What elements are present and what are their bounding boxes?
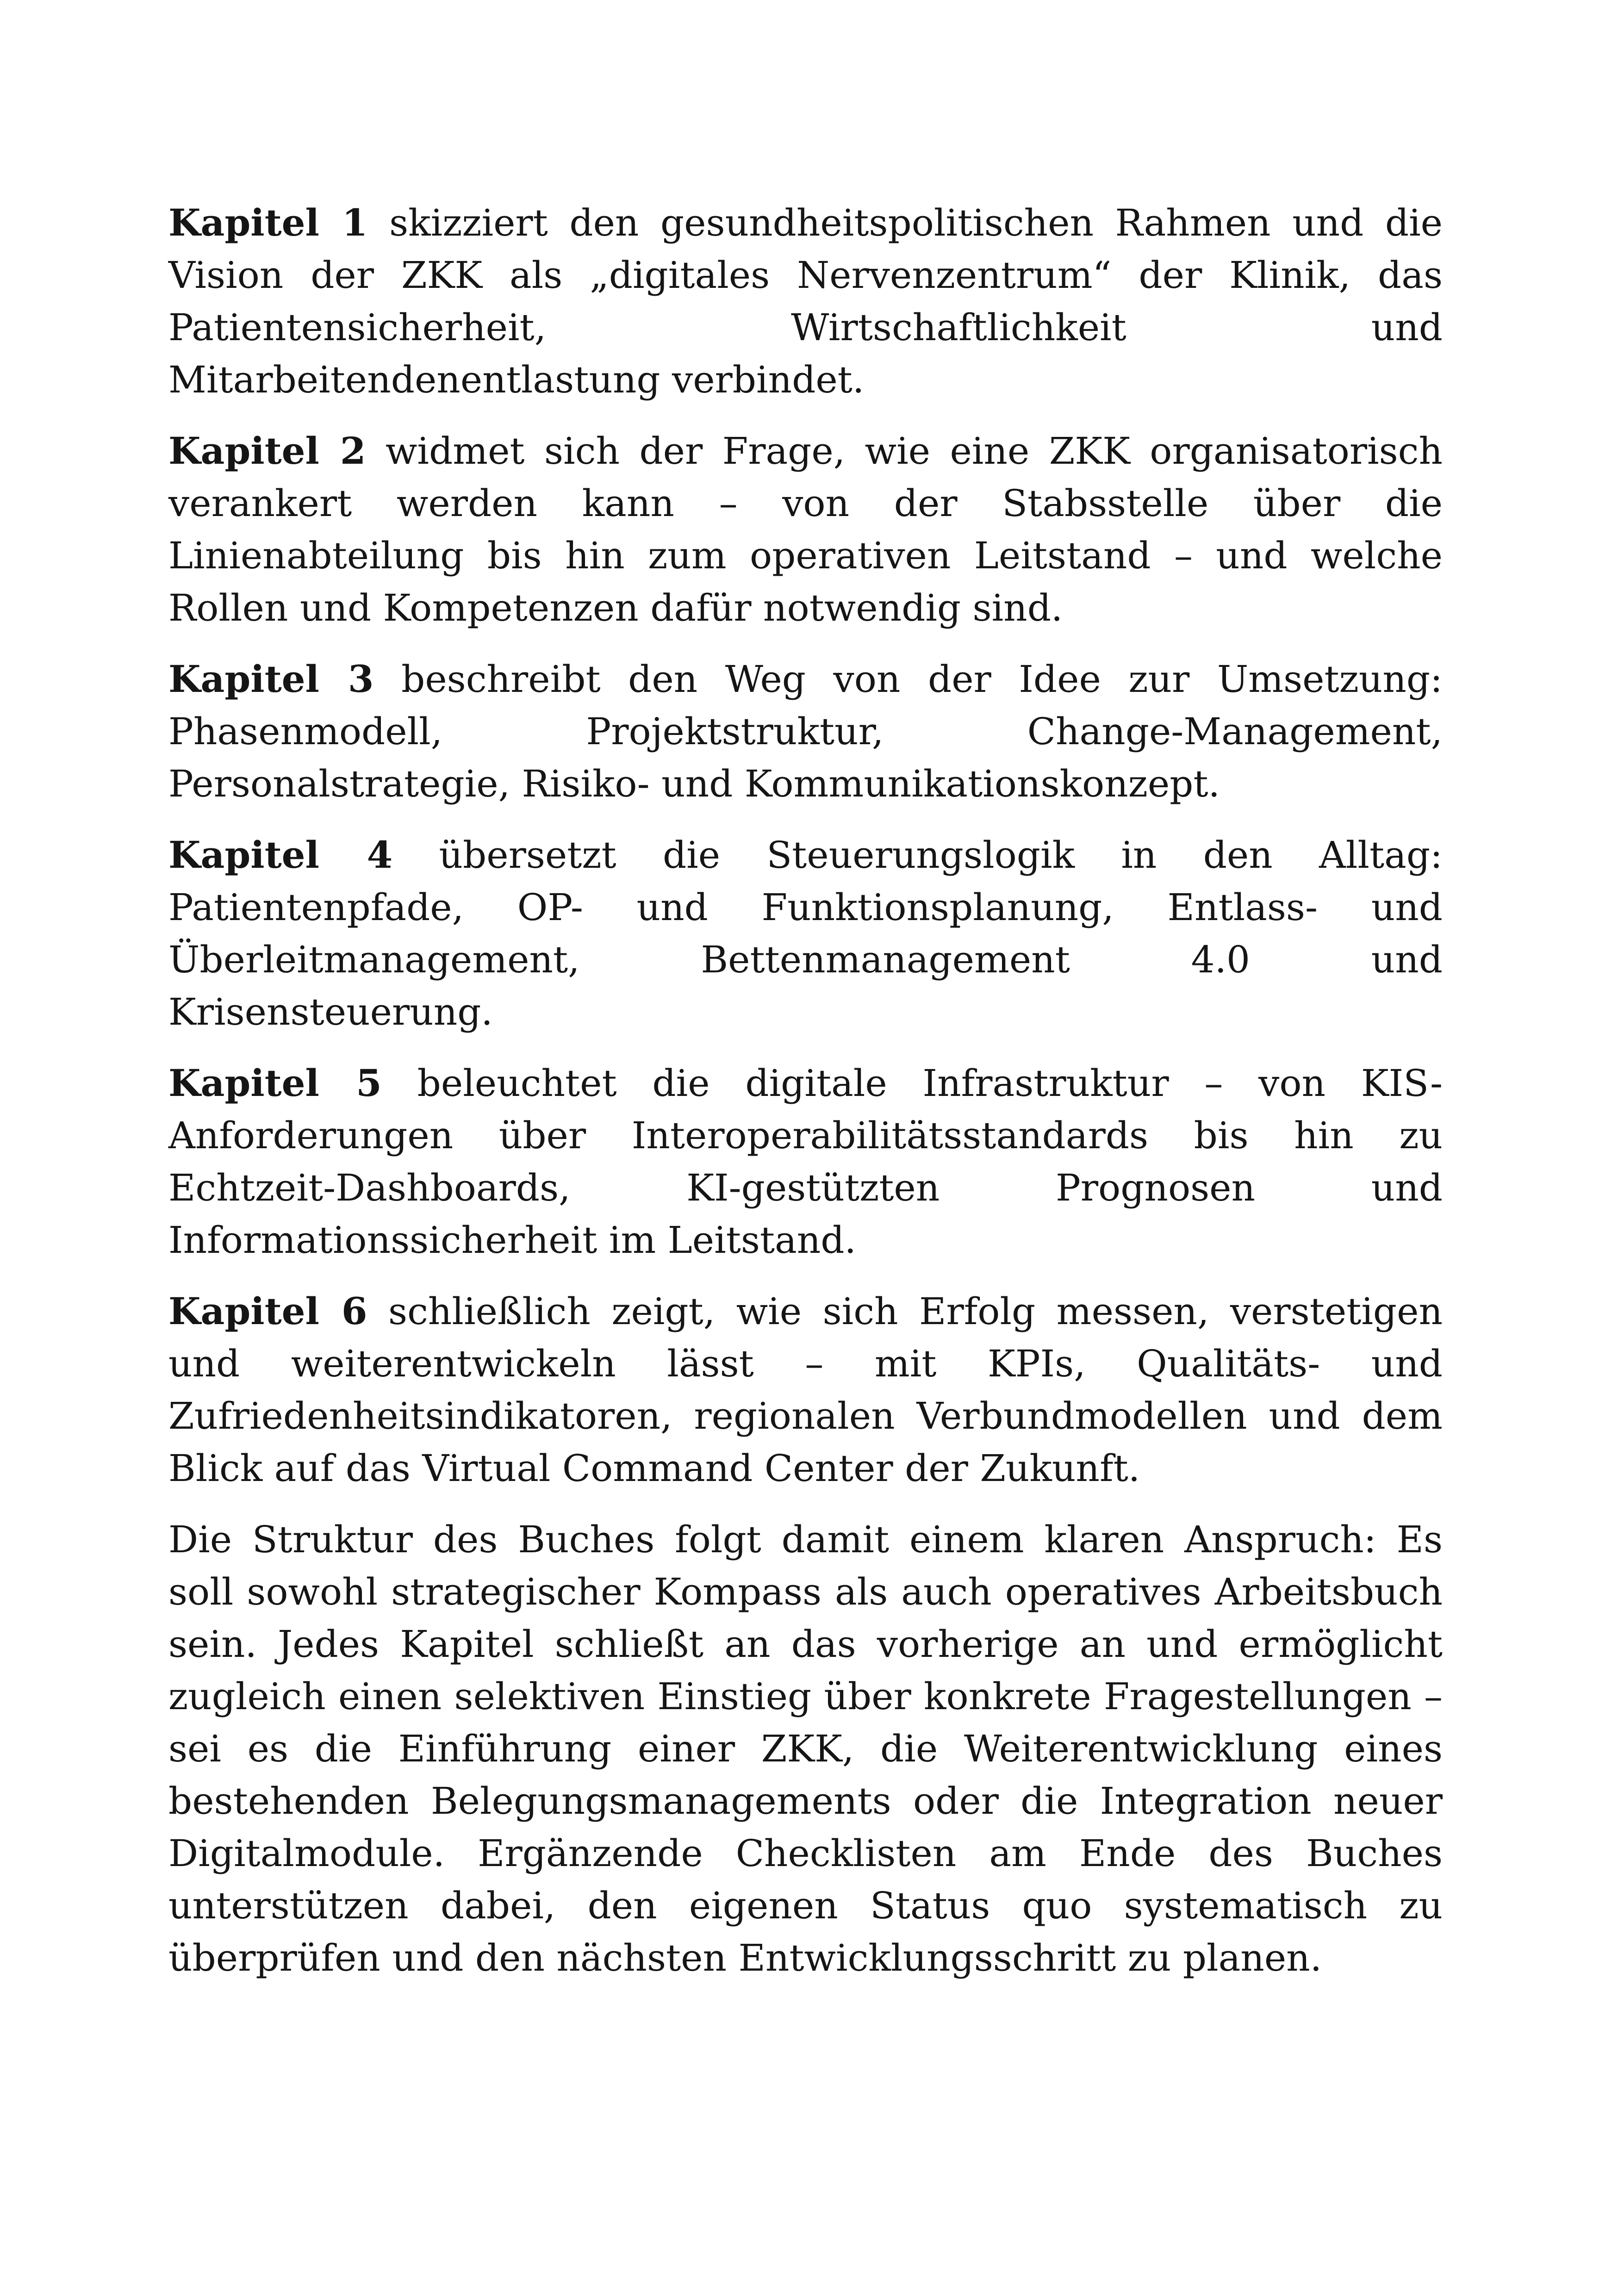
paragraph-kapitel-1 <box>168 197 1443 406</box>
paragraph-text: widmet sich der Frage, wie eine ZKK organisatorisch verankert werden kann – von der Stabsstelle über die Linienabteilung bis hin zum operativen Leitstand – und welche Rollen und Kompetenzen dafür notwendig sind. <box>168 429 1443 629</box>
chapter-label: Kapitel 4 <box>168 833 393 877</box>
paragraph-kapitel-3 <box>168 653 1443 810</box>
chapter-label: Kapitel 6 <box>168 1289 367 1333</box>
paragraph-kapitel-6 <box>168 1285 1443 1494</box>
paragraph-kapitel-4 <box>168 829 1443 1038</box>
paragraph-text: schließlich zeigt, wie sich Erfolg messen, verstetigen und weiterentwickeln lässt – mit KPIs, Qualitäts- und Zufriedenheitsindikatoren, regionalen Verbundmodellen und dem Blick auf das Virtual Command Center der Zukunft. <box>168 1290 1443 1490</box>
paragraph-text: Die Struktur des Buches folgt damit einem klaren Anspruch: Es soll sowohl strategischer Kompass als auch operatives Arbeitsbuch sein. Jedes Kapitel schließt an das vorherige an und ermöglicht zugleich einen selektiven Einstieg über konkrete Fragestellungen – sei es die Einführung einer ZKK, die Weiterentwicklung eines bestehenden Belegungsmanagements oder die Integration neuer Digitalmodule. Ergänzende Checklisten am Ende des Buches unterstützen dabei, den eigenen Status quo systematisch zu überprüfen und den nächsten Entwicklungsschritt zu planen. <box>168 1518 1443 1979</box>
paragraph-text: beschreibt den Weg von der Idee zur Umsetzung: Phasenmodell, Projektstruktur, Change-Management, Personalstrategie, Risiko- und Kommunikationskonzept. <box>168 658 1443 805</box>
paragraph-text: beleuchtet die digitale Infrastruktur – von KIS-Anforderungen über Interoperabilitätsstandards bis hin zu Echtzeit-Dashboards, KI-gestützten Prognosen und Informationssicherheit im Leitstand. <box>168 1062 1443 1262</box>
paragraph-kapitel-5 <box>168 1057 1443 1266</box>
paragraph-text: skizziert den gesundheitspolitischen Rahmen und die Vision der ZKK als „digitales Nervenzentrum“ der Klinik, das Patientensicherheit, Wirtschaftlichkeit und Mitarbeitendenentlastung verbindet. <box>168 201 1443 401</box>
chapter-label: Kapitel 5 <box>168 1061 382 1105</box>
paragraph-book-structure <box>168 1513 1443 1984</box>
paragraph-text: übersetzt die Steuerungslogik in den Alltag: Patientenpfade, OP- und Funktionsplanung, Entlass- und Überleitmanagement, Bettenmanagement 4.0 und Krisensteuerung. <box>168 834 1443 1033</box>
chapter-label: Kapitel 2 <box>168 429 366 473</box>
body-text <box>168 197 1443 2003</box>
chapter-label: Kapitel 3 <box>168 657 374 701</box>
paragraph-kapitel-2 <box>168 425 1443 634</box>
chapter-label: Kapitel 1 <box>168 201 368 244</box>
